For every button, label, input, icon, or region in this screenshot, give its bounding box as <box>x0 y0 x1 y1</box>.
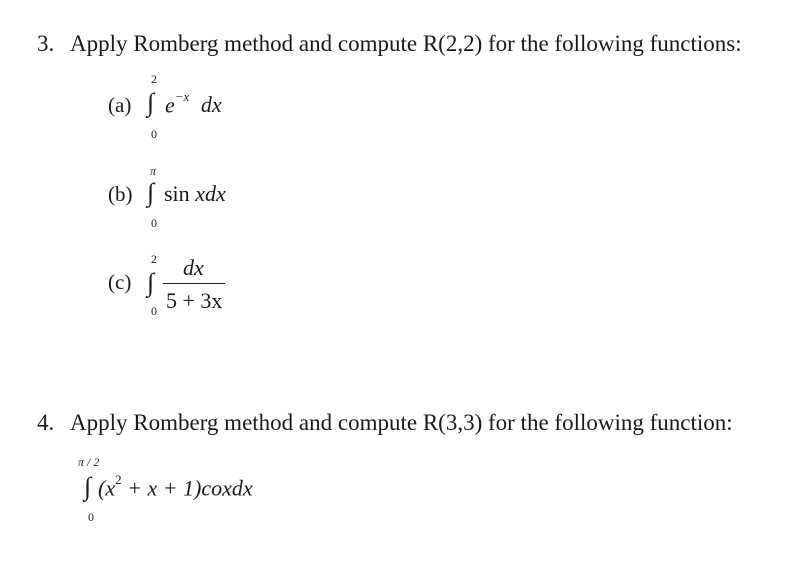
question-4-open-term: (x <box>98 475 116 501</box>
question-3-heading <box>37 32 742 55</box>
question-4-integrand <box>98 472 253 501</box>
part-a-upper-limit: 2 <box>151 72 157 86</box>
part-a-differential: dx <box>200 92 222 118</box>
part-b-upper-limit: π <box>150 164 157 178</box>
question-4-heading <box>37 411 733 434</box>
part-b-function: sin <box>164 181 190 206</box>
part-c-fraction-bar <box>163 283 225 284</box>
part-b-lower-limit: 0 <box>151 216 157 230</box>
part-c-integral-sign: ∫ <box>147 268 155 297</box>
question-4-tail-term: coxdx <box>201 475 253 501</box>
question-4-lower-limit: 0 <box>88 510 94 524</box>
part-b-label: (b) <box>108 182 133 206</box>
part-a-label: (a) <box>108 93 132 117</box>
part-c-denominator: 5 + 3x <box>166 288 223 313</box>
question-4-upper-limit: π / 2 <box>78 455 100 469</box>
question-3-number: 3. <box>37 31 55 56</box>
question-4-integral-sign: ∫ <box>84 472 92 501</box>
part-a-base: e <box>165 92 175 118</box>
part-c-label: (c) <box>108 270 132 294</box>
part-a-integrand <box>165 89 222 118</box>
question-4-power: 2 <box>115 472 122 487</box>
part-a-lower-limit: 0 <box>151 127 157 141</box>
part-a-integral-sign: ∫ <box>147 88 155 117</box>
part-c-lower-limit: 0 <box>151 304 157 318</box>
question-4-middle-term: + x + 1) <box>127 475 202 501</box>
question-3-text: Apply Romberg method and compute R(2,2) for the following functions: <box>70 31 742 56</box>
part-c-numerator: dx <box>183 255 204 280</box>
part-b-integrand <box>164 183 226 205</box>
part-a-exponent: −x <box>174 89 190 104</box>
part-c-upper-limit: 2 <box>151 252 157 266</box>
question-4-text: Apply Romberg method and compute R(3,3) for the following function: <box>70 410 733 435</box>
part-b-integral-sign: ∫ <box>147 178 155 207</box>
question-4-number: 4. <box>37 410 55 435</box>
part-b-argument: xdx <box>195 181 226 206</box>
